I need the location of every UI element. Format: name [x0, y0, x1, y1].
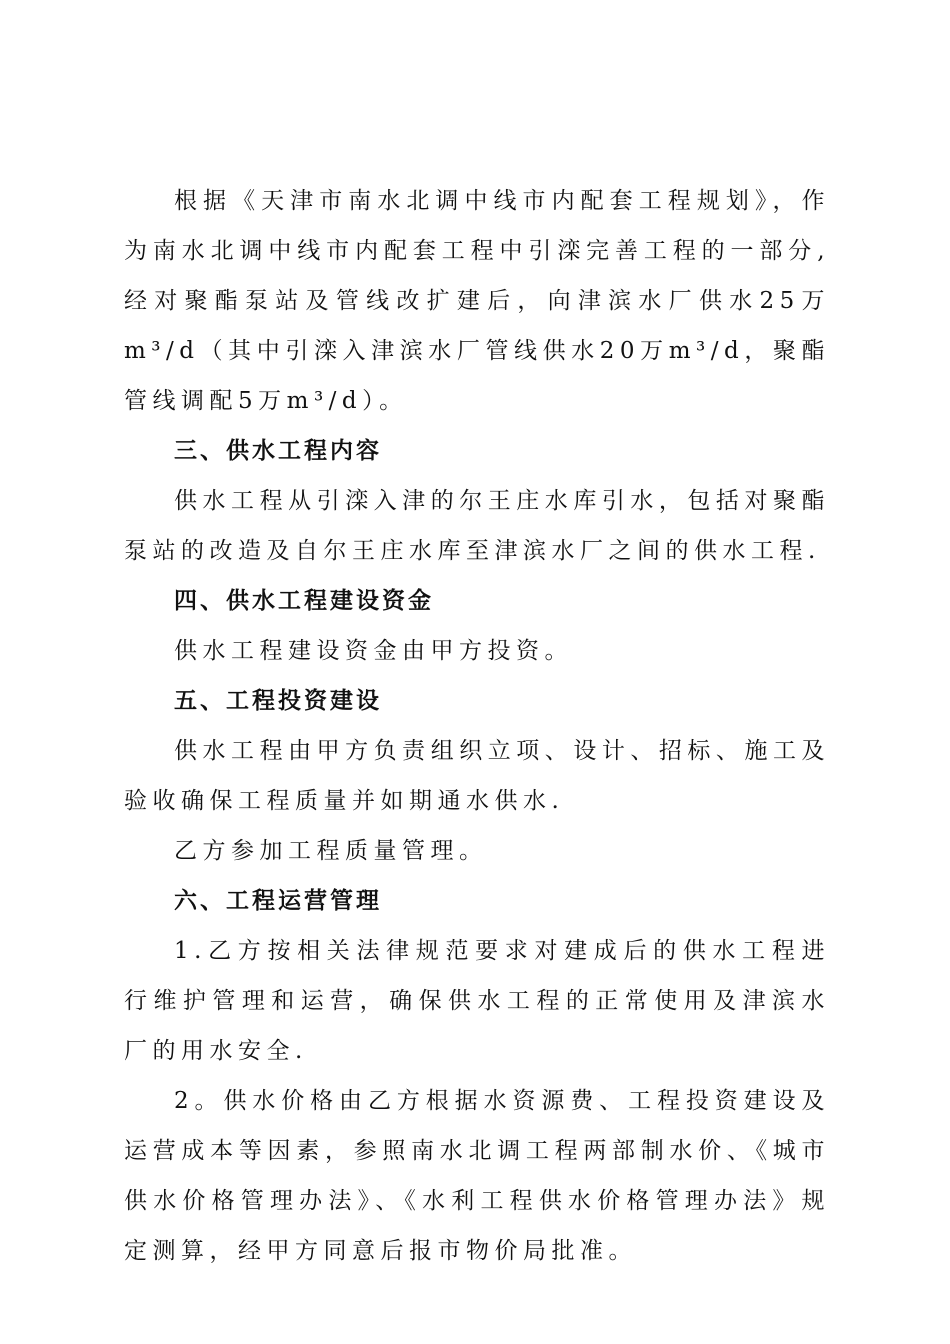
paragraph-section-5b: 乙方参加工程质量管理。 — [174, 838, 488, 864]
paragraph-section-3: 供水工程从引滦入津的尔王庄水库引水，包括对聚酯泵站的改造及自尔王庄水库至津滨水厂之间的供水工程. — [124, 488, 830, 564]
paragraph-section-4: 供水工程建设资金由甲方投资。 — [174, 638, 573, 664]
paragraph-supply-plan: 根据《天津市南水北调中线市内配套工程规划》，作为南水北调中线市内配套工程中引滦完善工程的一部分,经对聚酯泵站及管线改扩建后，向津滨水厂供水25万m³/d（其中引滦入津滨水厂管线供水20万m³/d，聚酯管线调配5万m³/d）。 — [124, 188, 830, 414]
heading-section-6: 六、工程运营管理 — [174, 888, 382, 914]
paragraph-section-6-item-2: 2。供水价格由乙方根据水资源费、工程投资建设及运营成本等因素，参照南水北调工程两部制水价、《城市供水价格管理办法》、《水利工程供水价格管理办法》规定测算，经甲方同意后报市物价局批准。 — [124, 1088, 830, 1264]
paragraph-section-5a: 供水工程由甲方负责组织立项、设计、招标、施工及验收确保工程质量并如期通水供水. — [124, 738, 830, 814]
heading-section-4: 四、供水工程建设资金 — [174, 588, 434, 614]
heading-section-3: 三、供水工程内容 — [174, 438, 382, 464]
document-body — [124, 176, 830, 1276]
paragraph-section-6-item-1: 1.乙方按相关法律规范要求对建成后的供水工程进行维护管理和运营，确保供水工程的正常使用及津滨水厂的用水安全. — [124, 938, 830, 1064]
heading-section-5: 五、工程投资建设 — [174, 688, 382, 714]
